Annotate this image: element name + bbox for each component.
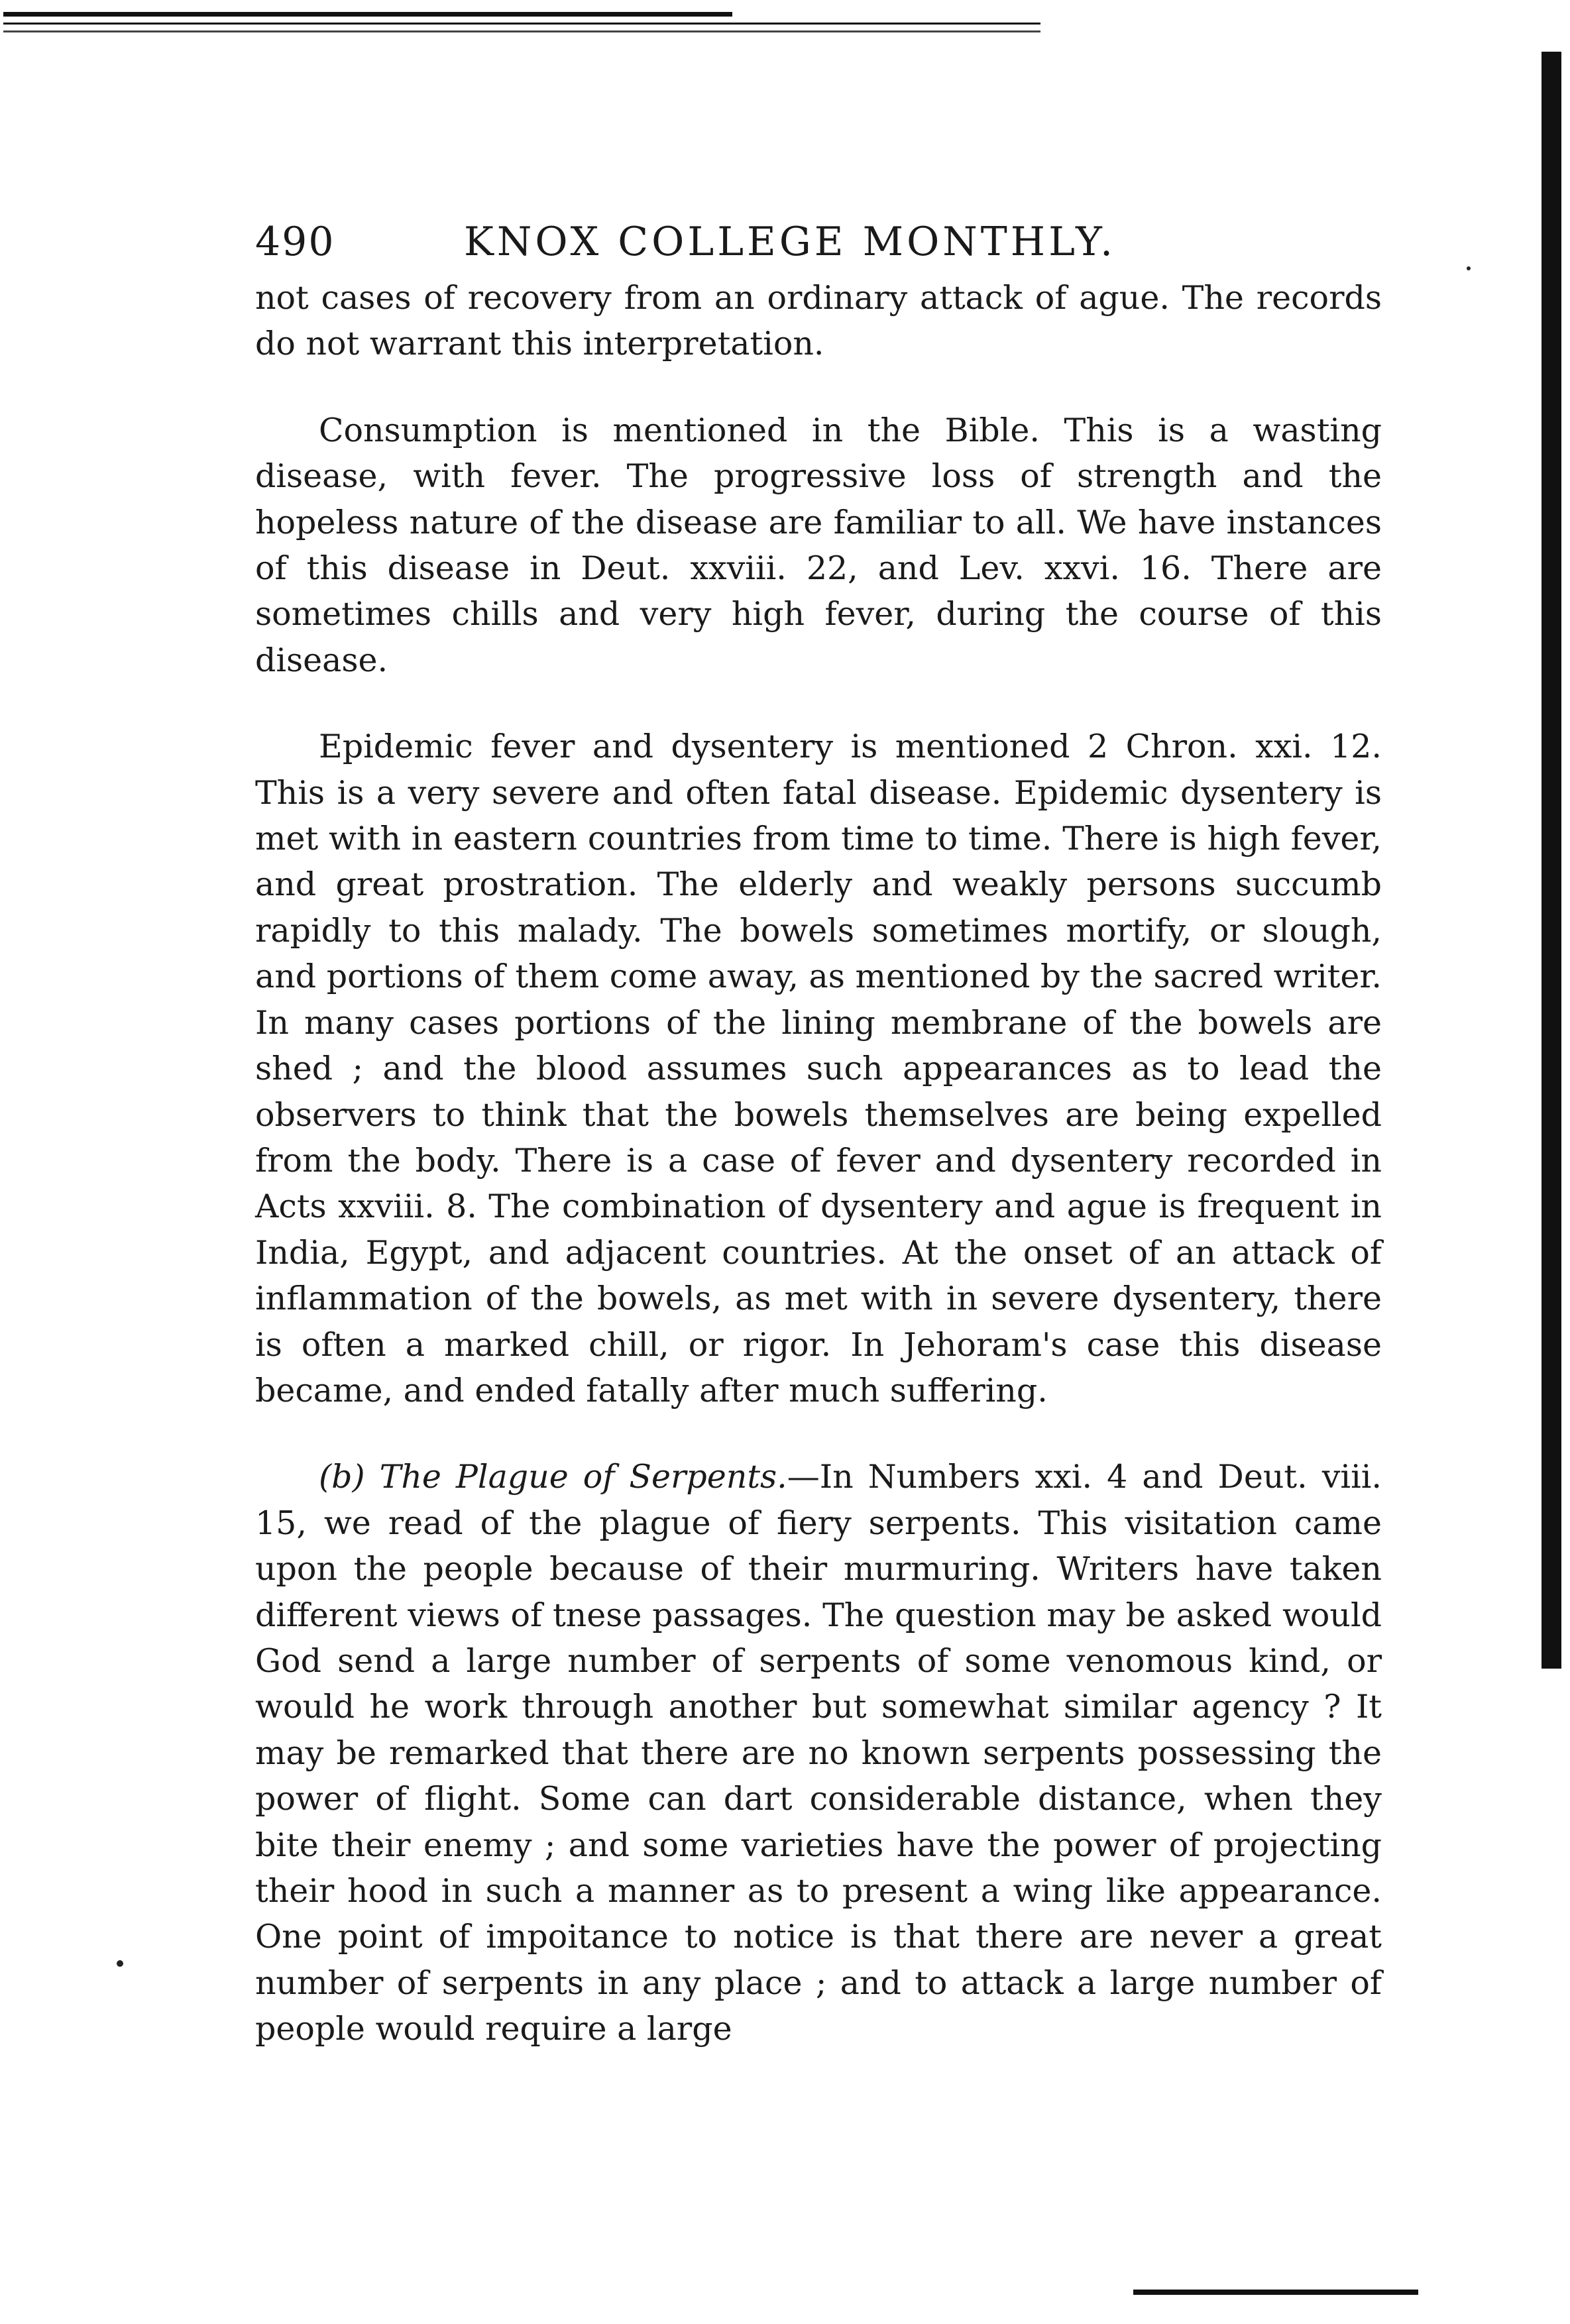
top-rule-thin (3, 23, 1040, 25)
speck-mark (1467, 266, 1471, 270)
paragraph-continuation: not cases of recovery from an ordinary attack of ague. The records do not warrant this interpretation. (255, 279, 1382, 363)
section-heading: (b) The Plague of Serpents. (319, 1458, 787, 1496)
paragraph-plague-of-serpents (255, 1454, 1382, 2052)
speck-mark (117, 1960, 123, 1967)
running-head: KNOX COLLEGE MONTHLY. (464, 219, 1117, 265)
paragraph-epidemic-fever: Epidemic fever and dysentery is mentioned 2 Chron. xxi. 12. This is a very severe and often fatal disease. Epidemic dysentery is met with in eastern countries from time to time. There is high fever, and great prostration. The elderly and weakly persons succumb rapidly to this malady. The bowels sometimes mortify, or slough, and portions of them come away, as mentioned by the sacred writer. In many cases portions of the lining membrane of the bowels are shed ; and the blood assumes such appearances as to lead the observers to think that the bowels themselves are being expelled from the body. There is a case of fever and dysentery recorded in Acts xxviii. 8. The combination of dysentery and ague is frequent in India, Egypt, and adjacent countries. At the onset of an attack of inflammation of the bowels, as met with in severe dysentery, there is often a marked chill, or rigor. In Jehoram's case this disease became, and ended fatally after much suffering. (255, 728, 1382, 1410)
body-text (255, 275, 1382, 2052)
page-header (255, 212, 1388, 272)
bottom-rule (1133, 2290, 1418, 2295)
paragraph-consumption: Consumption is mentioned in the Bible. This is a wasting disease, with fever. The progressive loss of strength and the hopeless nature of the disease are familiar to all. We have instances of this disease in Deut. xxviii. 22, and Lev. xxvi. 16. There are sometimes chills and very high fever, during the course of this disease. (255, 411, 1382, 679)
top-rule-thick (3, 12, 732, 17)
page-number: 490 (255, 219, 335, 265)
top-rule-hairline (3, 30, 1040, 32)
paragraph-text: —In Numbers xxi. 4 and Deut. viii. 15, we read of the plague of fiery serpents. This visitation came upon the people because of their murmuring. Writers have taken different views of tnese passages. The question may be asked would God send a large number of serpents of some venomous kind, or would he work through another but somewhat similar agency ? It may be remarked that there are no known serpents possessing the power of flight. Some can dart considerable distance, when they bite their enemy ; and some varieties have the power of projecting their hood in such a manner as to present a wing like appearance. One point of impoitance to notice is that there are never a great number of serpents in any place ; and to attack a large number of people would require a large (255, 1458, 1382, 2048)
right-edge-shadow (1542, 52, 1561, 1669)
